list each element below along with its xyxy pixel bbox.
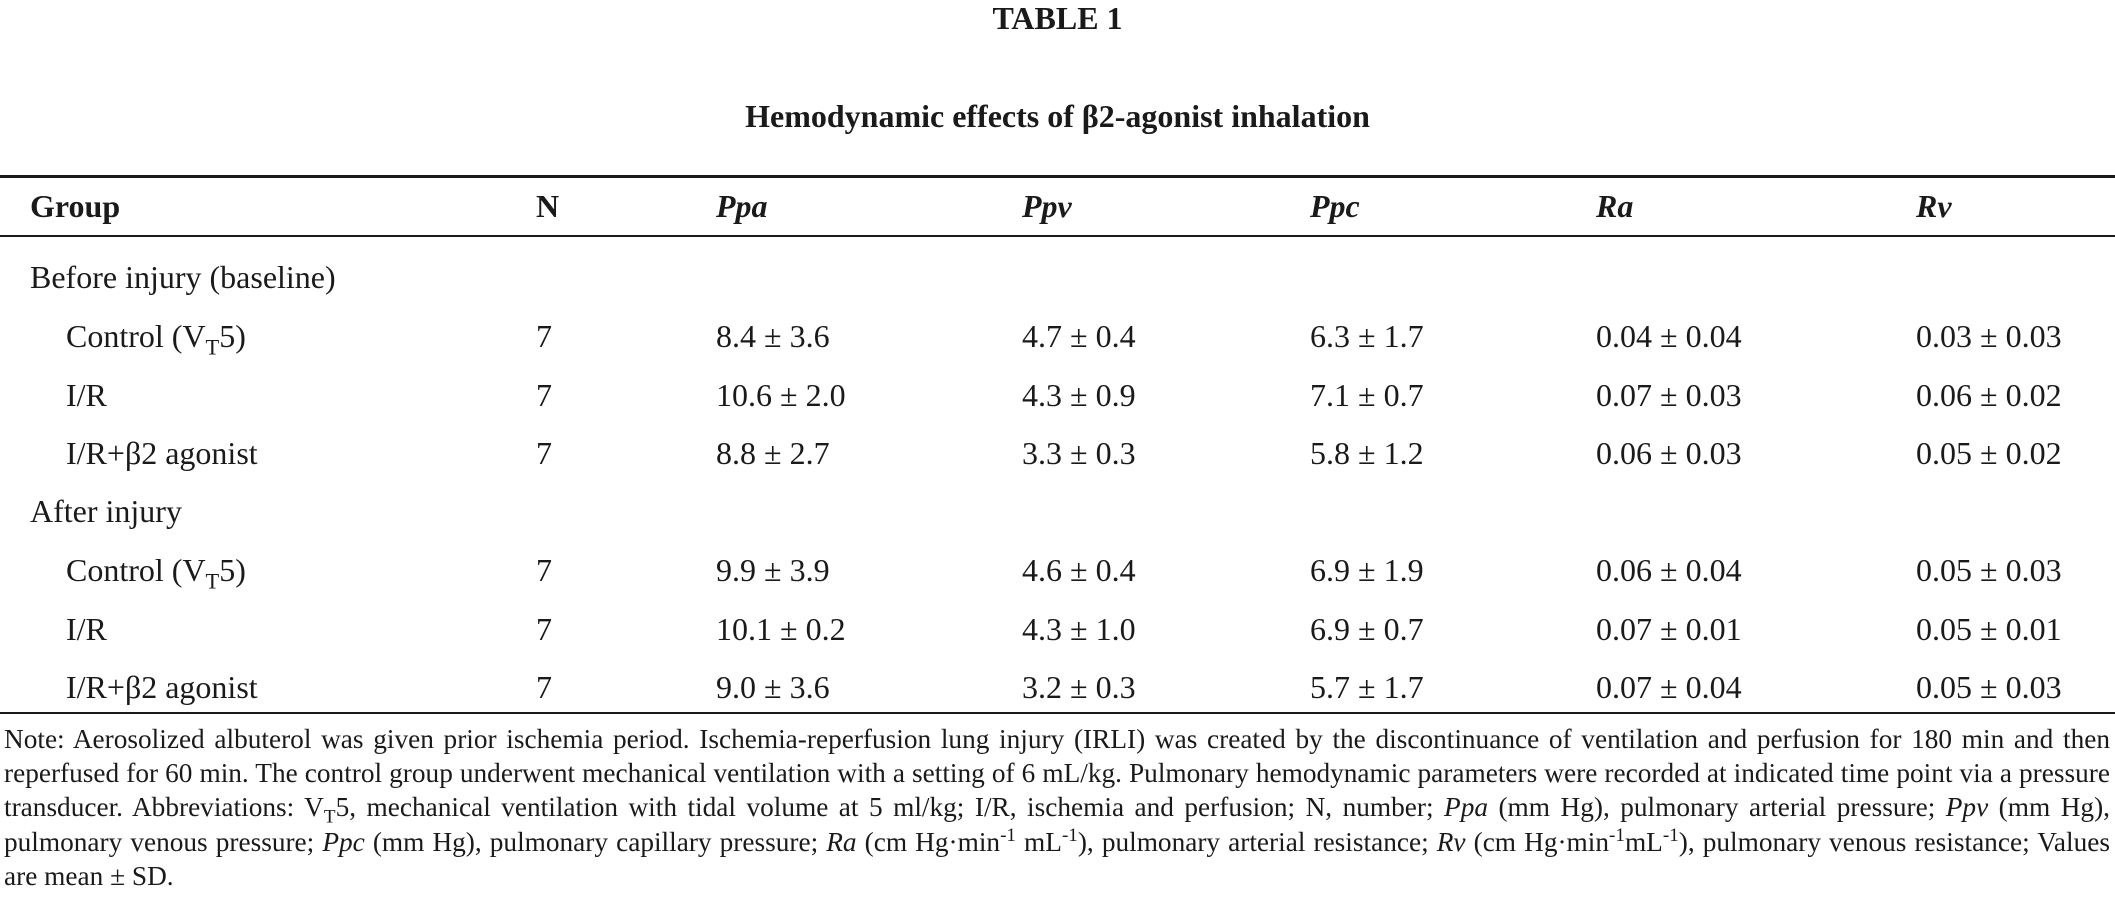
header-ppc: Ppc: [1310, 188, 1360, 224]
ppv-cell: 3.2 ± 0.3: [1022, 669, 1136, 705]
ra-cell: 0.07 ± 0.04: [1596, 669, 1742, 705]
group-cell: I/R: [66, 377, 107, 413]
ppc-cell: 5.8 ± 1.2: [1310, 435, 1424, 471]
ppc-cell: 7.1 ± 0.7: [1310, 377, 1424, 413]
table-row: [0, 307, 2115, 365]
section-label-row: [0, 482, 2115, 540]
table-row: [0, 658, 2115, 716]
group-cell: I/R: [66, 611, 107, 647]
ppv-cell: 4.6 ± 0.4: [1022, 552, 1136, 588]
header-rule: [0, 235, 2115, 237]
ppv-cell: 3.3 ± 0.3: [1022, 435, 1136, 471]
ppa-cell: 10.6 ± 2.0: [716, 377, 846, 413]
header-group: Group: [30, 188, 121, 224]
n-cell: 7: [536, 611, 552, 647]
ppa-cell: 10.1 ± 0.2: [716, 611, 846, 647]
ppv-cell: 4.3 ± 0.9: [1022, 377, 1136, 413]
header-ppv: Ppv: [1022, 188, 1072, 224]
rv-cell: 0.05 ± 0.01: [1916, 611, 2062, 647]
rv-cell: 0.05 ± 0.03: [1916, 669, 2062, 705]
ppa-cell: 9.9 ± 3.9: [716, 552, 830, 588]
group-cell: Control $(V_T5)$: [66, 552, 246, 594]
table-row: [0, 366, 2115, 424]
ppa-cell: 8.4 ± 3.6: [716, 318, 830, 354]
ppa-cell: 8.8 ± 2.7: [716, 435, 830, 471]
header-rv: Rv: [1916, 188, 1952, 224]
header-n: N: [536, 188, 560, 224]
section-label: After injury: [30, 493, 182, 529]
n-cell: 7: [536, 435, 552, 471]
table-row: [0, 424, 2115, 482]
bottom-rule: [0, 712, 2115, 714]
ppc-cell: 6.9 ± 1.9: [1310, 552, 1424, 588]
ppc-cell: 5.7 ± 1.7: [1310, 669, 1424, 705]
table-row: [0, 600, 2115, 658]
ppv-cell: 4.3 ± 1.0: [1022, 611, 1136, 647]
ppc-cell: 6.9 ± 0.7: [1310, 611, 1424, 647]
ppc-cell: 6.3 ± 1.7: [1310, 318, 1424, 354]
ra-cell: 0.06 ± 0.03: [1596, 435, 1742, 471]
ppa-cell: 9.0 ± 3.6: [716, 669, 830, 705]
n-cell: 7: [536, 318, 552, 354]
ra-cell: 0.07 ± 0.01: [1596, 611, 1742, 647]
table-label: TABLE 1: [992, 0, 1123, 36]
ppv-cell: 4.7 ± 0.4: [1022, 318, 1136, 354]
rv-cell: 0.05 ± 0.03: [1916, 552, 2062, 588]
n-cell: 7: [536, 669, 552, 705]
rv-cell: 0.03 ± 0.03: [1916, 318, 2062, 354]
group-cell: Control $(V_T5)$: [66, 318, 246, 360]
header-ra: Ra: [1596, 188, 1634, 224]
table-footnote: Note: Aerosolized albuterol was given prior ischemia period. Ischemia-reperfusion lung injury (IRLI) was created by the discontinuance of ventilation and perfusion for 180 min and then reperfused for 60 min. The control group underwent mechanical ventilation with a setting of 6 mL/kg. Pulmonary hemodynamic parameters were recorded at indicated time point via a pressure transducer. Abbreviations: $V_T5$, mechanical ventilation with tidal volume at 5 ml/kg; I/R, ischemia and perfusion; N, number; Ppa (mm Hg), pulmonary arterial pressure; Ppv (mm Hg), pulmonary venous pressure; Ppc (mm Hg), pulmonary capillary pressure; Ra (cm $Hg\cdot\min^{-1}$ $mL^{-1}$), pulmonary arterial resistance; Rv (cm $Hg\cdot\min^{-1}mL^{-1}$), pulmonary venous resistance; Values are mean ± SD.: [4, 724, 2110, 891]
section-label: Before injury (baseline): [30, 259, 336, 295]
header-ppa: Ppa: [716, 188, 768, 224]
ra-cell: 0.06 ± 0.04: [1596, 552, 1742, 588]
table-title: Hemodynamic effects of β2-agonist inhalation: [745, 98, 1370, 134]
rv-cell: 0.06 ± 0.02: [1916, 377, 2062, 413]
ra-cell: 0.04 ± 0.04: [1596, 318, 1742, 354]
ra-cell: 0.07 ± 0.03: [1596, 377, 1742, 413]
header-row: [0, 177, 2115, 235]
rv-cell: 0.05 ± 0.02: [1916, 435, 2062, 471]
n-cell: 7: [536, 552, 552, 588]
section-label-row: [0, 248, 2115, 306]
table-row: [0, 541, 2115, 599]
group-cell: I/R+β2 agonist: [66, 669, 258, 705]
group-cell: I/R+β2 agonist: [66, 435, 258, 471]
n-cell: 7: [536, 377, 552, 413]
